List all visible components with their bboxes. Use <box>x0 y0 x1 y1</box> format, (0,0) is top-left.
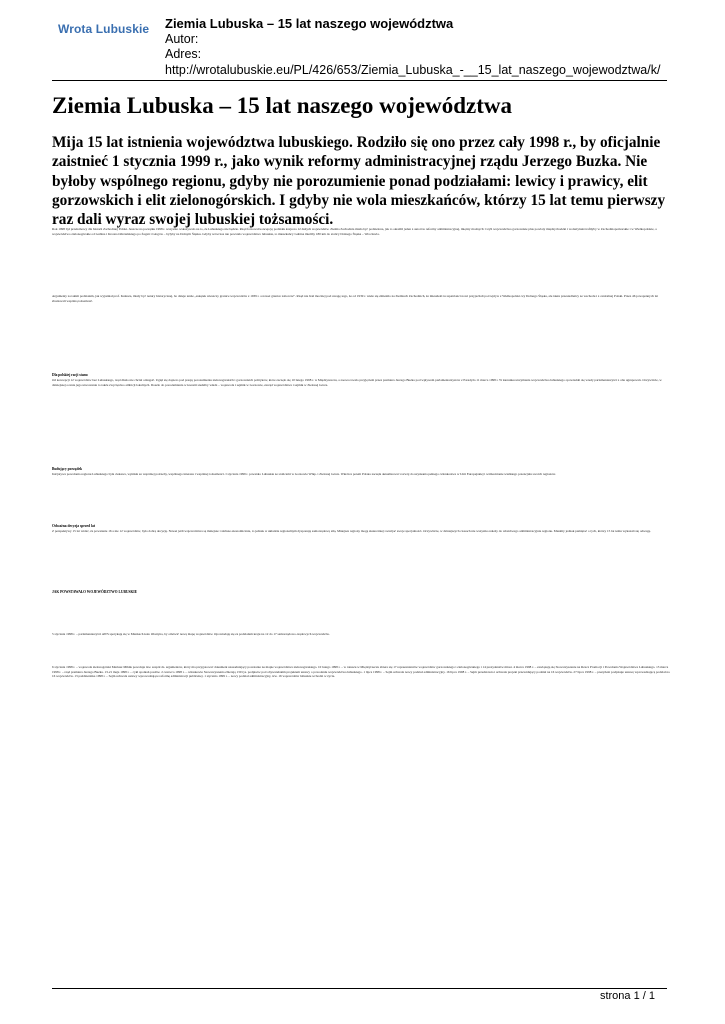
article-paragraph-6: 5 stycznia 1998 r. – parlamentarzyści AWS spotykają się w Mierkach koło Olsztyna, by omówić nową mapę województw. Opowiadają się za podziałem kraju na 12 do 17 samorządowo-rządowych województw. <box>52 632 330 636</box>
page-number: strona 1 / 1 <box>599 990 655 1002</box>
document-header <box>0 0 725 80</box>
article-title: Ziemia Lubuska – 15 lat naszego województwa <box>52 93 513 118</box>
document-meta <box>165 16 660 78</box>
article-paragraph-4: Inicjatywa powołania regionu Lubuskiego była ciekawa, wynikła ze wspólnej potrzeby, wspólnego interesu i wspólnej tożsamości. I stycznia 1999 r. powstało Lubuskie ze stolicami w Gorzowie Wlkp. i Zielonej Górze. Wkrótce potem Polska zaczęła aktualizować rozwój do uzyskania pełnego członkostwa w Unii Europejskiej i wzmacnianie wielkiego potencjału swoich regionów. <box>52 472 556 476</box>
meta-title: Ziemia Lubuska – 15 lat naszego województwa <box>165 16 454 31</box>
article-paragraph-5: Z perspektywy 15 lat widać, że powstanie 16 a nie 12 województw, było dobrą decyzją. Nawet jeśli województwa są mniejsze i słabsze ekonomicznie, to jednak w układzie regionalnym dysponują samorządową siłą. Mniejsze regiony mogą skuteczniej rozwijać swoje specjalności. Oczywiście, w dzisiejszych czasach nie wszystko należy do właściwego administracyjnie regionu. Musimy jednak pamiętać o tych, którzy 15 lat temu wykazali się odwagą. <box>52 529 651 533</box>
footer-divider <box>52 988 667 989</box>
article-paragraph-1: Rok 1998 był przełomowy dla historii Zachodniej Polski. Jeszcze na początku 1998 r. wszystko wskazywało na to, że Lubuskiego nie będzie. Rząd forsował koncepcję podziału kraju na 12 dużych województw. Ziemia Zachodnia miała być podzielona, jak to określił jeden z autorów reformy administracyjnej, między możnych: Czyli województwa gorzowskie plus powiaty międzychodzki i wolsztyński trafiłyby w Zachodniopomorskie i w Wielkopolskie, a województwo zielonogórskie od Gubina i Krosna Odrzańskiego po Żagań i Głogów – byłyby na Dolnym Śląsku. Gdyby wówczas nie powstało województwo lubuskie, to mieszkańcy Gubina mieliby 180 km do stolicy Dolnego Śląska – Wrocławia. <box>52 227 657 236</box>
meta-address: Adres: <box>165 47 202 61</box>
article-paragraph-2: Argumenty za takim podziałem, jak wyjaśniał prof. Kulesza, miały być natury historycznej, bo dzieje tenże „zakątek wieszczy granice województw z 1939 r. a nawet granice zaborcze”. Rząd nie brał mocniej pod uwagę tego, że od 1939 r. wiele się zmieniło na Ziemiach Zachodnich, że mieszkali tu repatrianci nowi przyjechali pod wpływ z Wielkopolski czy Dolnego Śląska, ale także przesiedleńcy ze wschodu i z centralnej Polski. Przez 46 powojennych lat zbudowali wspólną tożsamość. <box>52 294 659 303</box>
site-logo[interactable]: Wrota Lubuskie <box>58 22 150 36</box>
section-heading-4: JAK POWSTAWAŁO WOJEWÓDZTWO LUBUSKIE <box>52 590 138 594</box>
article-paragraph-3: Od koncepcji 12 województw bez Lubuskiego, rząd dłużo nie chciał odstąpić. Ugiął się dopiero pod presją porozumienia zielonogórskich i gorzowskich polityków, które zaczęło się 10 lutego 1998 r. w Międzyrzeczu, a zaowocowało przyjęciem przez premiera Jerzego Buzka pod wpływem parlamentarzystów z Paradyża 11 marca 1998 r. W kierunku utrzymania województwa lubuskiego opowiadali się wtedy parlamentarzyści z obu ugrupowań. Oczywiście, w dzisiejszej ocenie jego utworzenie to także zwycięstwo ambicji lokalnych. Doszło do porozumienia w kwestii siedziby władz – wojewoda i sejmik w Gorzowie, zarząd województwa i sejmik w Zielonej Górze. <box>52 378 662 387</box>
section-heading-2: Budujący porządek <box>52 467 83 471</box>
section-heading-1: Dla polskiej racji stanu <box>52 373 88 377</box>
meta-author: Autor: <box>165 31 199 46</box>
meta-url[interactable]: http://wrotalubuskie.eu/PL/426/653/Ziemia_Lubuska_-__15_lat_naszego_wojewodztwa/k/ <box>165 62 661 77</box>
article-lead: Mija 15 lat istnienia województwa lubuskiego. Rodziło się ono przez cały 1998 r., by oficjalnie zaistnieć 1 stycznia 1999 r., jako wynik reformy administracyjnej rządu Jerzego Buzka. Nie byłoby wspólnego regionu, gdyby nie porozumienie ponad podziałami: lewicy i prawicy, elit gorzowskich i elit zielonogórskich. I gdyby nie wola mieszkańców, którzy 15 lat temu pierwszy raz dali wyraz swojej lubuskiej tożsamości. <box>52 134 666 229</box>
section-heading-3: Odważna decyzja sprzed lat <box>52 524 96 528</box>
article-paragraph-7: 6 stycznia 1998 r. – wojewoda zielonogórski Mariusz Mihák powołuje tzw. zespół ds. argumentów, który ma przygotować dokument uzasadniający powstanie na mapie województwa zielonogórskiego. 10 lutego 1998 r. – w ratuszu w Międzyrzeczu zbiera się 17 reprezentantów województw gorzowskiego i zielonogórskiego i 14 prezydentów miast. 4 marca 1998 r. – zawiązują się Stowarzyszenie na Rzecz Promocji i Powołania Województwa Lubuskiego. 13 marca 1998 r. – rząd premiera Jerzego Buzka. 13-21 maja 1998 r. – cykl spotkań posłów. 2 czerwca 1998 r. – członkowie Stowarzyszenia zbierają 130 tys. podpisów pod obywatelskim projektem ustawy o powołaniu województwa lubuskiego. 1 lipca 1998 r. – Sejm uchwala nowy podział administracyjny. 16 lipca 1998 r. – Sejm przedstawia i uchwala projekt przewidujący podział na 16 województw. 27 lipca 1998 r. – prezydent podpisuje ustawę wprowadzającą podział na 16 województw. 13 października 1998 r. – Sejm uchwala ustawy wprowadzające reformę administracji publicznej. 1 stycznia 1999 r. – nowy podział administracyjny, tzw. 16 województw lubuskie wchodzi w życie. <box>52 665 670 679</box>
header-divider <box>52 80 667 81</box>
